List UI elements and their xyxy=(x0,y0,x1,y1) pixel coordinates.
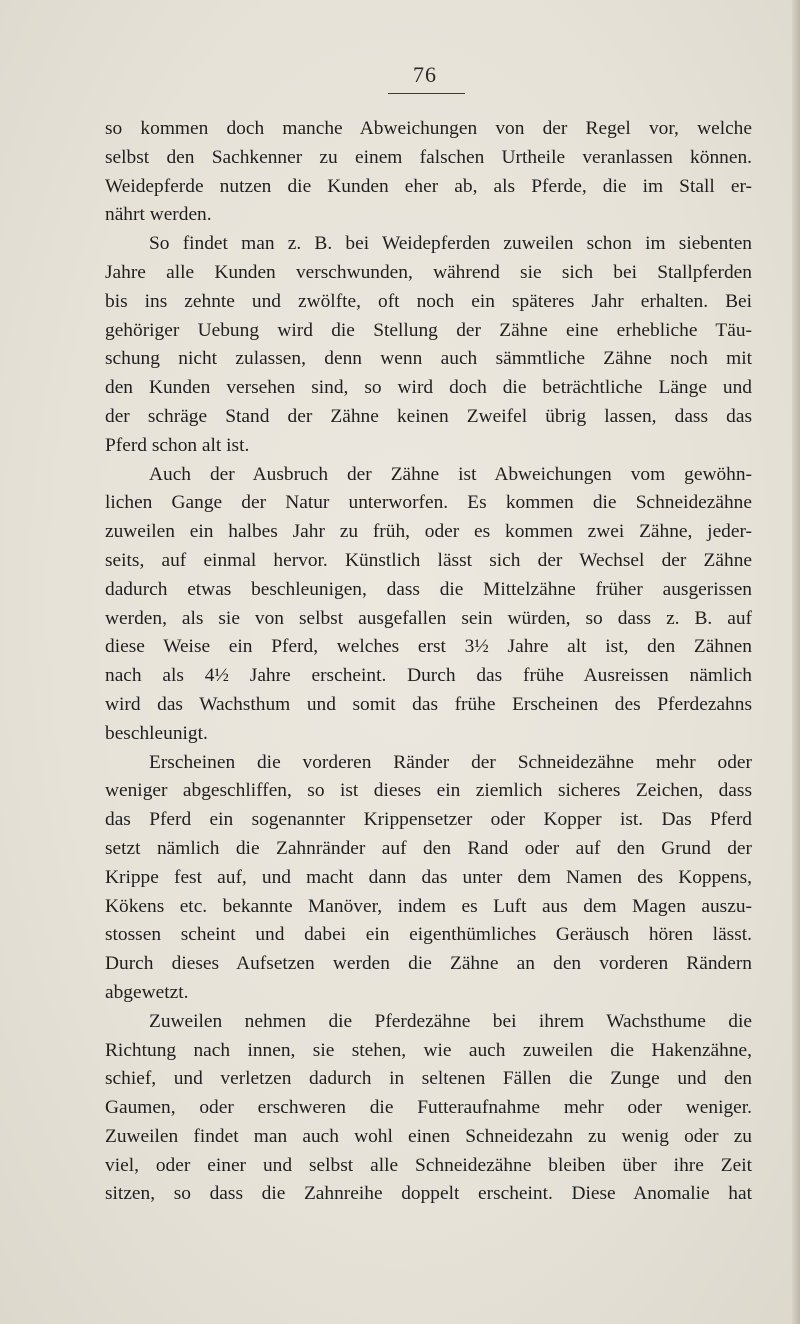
text-line: abgewetzt. xyxy=(105,981,189,1003)
text-line: das Pferd ein sogenannter Krippensetzer oder Kopper ist. Das Pferd xyxy=(105,809,752,831)
text-line: Zuweilen nehmen die Pferdezähne bei ihrem Wachsthume die xyxy=(149,1010,752,1032)
text-line: wird das Wachsthum und somit das frühe Erscheinen des Pferdezahns xyxy=(105,693,752,715)
text-line: So findet man z. B. bei Weidepferden zuweilen schon im siebenten xyxy=(149,233,752,255)
text-line: weniger abgeschliffen, so ist dieses ein ziemlich sicheres Zeichen, dass xyxy=(105,780,752,802)
text-line: sitzen, so dass die Zahnreihe doppelt erscheint. Diese Anomalie hat xyxy=(105,1183,752,1205)
text-line: bis ins zehnte und zwölfte, oft noch ein späteres Jahr erhalten. Bei xyxy=(105,290,752,312)
text-line: so kommen doch manche Abweichungen von der Regel vor, welche xyxy=(105,118,752,139)
text-line: Gaumen, oder erschweren die Futteraufnahme mehr oder weniger. xyxy=(105,1097,752,1119)
text-line: lichen Gange der Natur unterworfen. Es kommen die Schneidezähne xyxy=(105,492,752,514)
text-line: nährt werden. xyxy=(105,204,212,226)
text-line: Auch der Ausbruch der Zähne ist Abweichungen vom gewöhn- xyxy=(149,463,752,485)
body-text xyxy=(105,115,752,1209)
text-line: setzt nämlich die Zahnränder auf den Rand oder auf den Grund der xyxy=(105,837,752,859)
text-line: beschleunigt. xyxy=(105,722,208,744)
page-edge xyxy=(792,0,800,1324)
text-line: schief, und verletzen dadurch in seltenen Fällen die Zunge und den xyxy=(105,1068,752,1090)
text-line: Erscheinen die vorderen Ränder der Schneidezähne mehr oder xyxy=(149,751,752,773)
text-line: gehöriger Uebung wird die Stellung der Zähne eine erhebliche Täu- xyxy=(105,319,752,341)
text-line: werden, als sie von selbst ausgefallen sein würden, so dass z. B. auf xyxy=(105,607,752,629)
page-number: 76 xyxy=(413,62,437,87)
text-line: nach als 4½ Jahre erscheint. Durch das frühe Ausreissen nämlich xyxy=(105,665,752,687)
text-line: Weidepferde nutzen die Kunden eher ab, als Pferde, die im Stall er- xyxy=(105,175,752,197)
text-line: stossen scheint und dabei ein eigenthümliches Geräusch hören lässt. xyxy=(105,924,752,946)
text-line: zuweilen ein halbes Jahr zu früh, oder es kommen zwei Zähne, jeder- xyxy=(105,521,752,543)
text-line: Durch dieses Aufsetzen werden die Zähne an den vorderen Rändern xyxy=(105,953,752,975)
text-line: viel, oder einer und selbst alle Schneidezähne bleiben über ihre Zeit xyxy=(105,1154,752,1176)
text-line: diese Weise ein Pferd, welches erst 3½ Jahre alt ist, den Zähnen xyxy=(105,636,752,658)
text-line: Pferd schon alt ist. xyxy=(105,434,250,456)
text-line: der schräge Stand der Zähne keinen Zweifel übrig lassen, dass das xyxy=(105,405,752,427)
header-rule xyxy=(388,93,465,94)
text-line: Richtung nach innen, sie stehen, wie auch zuweilen die Hakenzähne, xyxy=(105,1039,752,1061)
text-line: den Kunden versehen sind, so wird doch die beträchtliche Länge und xyxy=(105,377,752,399)
text-line: seits, auf einmal hervor. Künstlich lässt sich der Wechsel der Zähne xyxy=(105,549,752,571)
text-line: selbst den Sachkenner zu einem falschen Urtheile veranlassen können. xyxy=(105,146,752,168)
text-line: Zuweilen findet man auch wohl einen Schneidezahn zu wenig oder zu xyxy=(105,1125,752,1147)
text-line: Krippe fest auf, und macht dann das unter dem Namen des Koppens, xyxy=(105,866,752,888)
text-line: schung nicht zulassen, denn wenn auch sämmtliche Zähne noch mit xyxy=(105,348,752,370)
text-line: dadurch etwas beschleunigen, dass die Mittelzähne früher ausgerissen xyxy=(105,578,752,600)
text-line: Kökens etc. bekannte Manöver, indem es Luft aus dem Magen auszu- xyxy=(105,895,752,917)
text-line: Jahre alle Kunden verschwunden, während sie sich bei Stallpferden xyxy=(105,261,752,283)
